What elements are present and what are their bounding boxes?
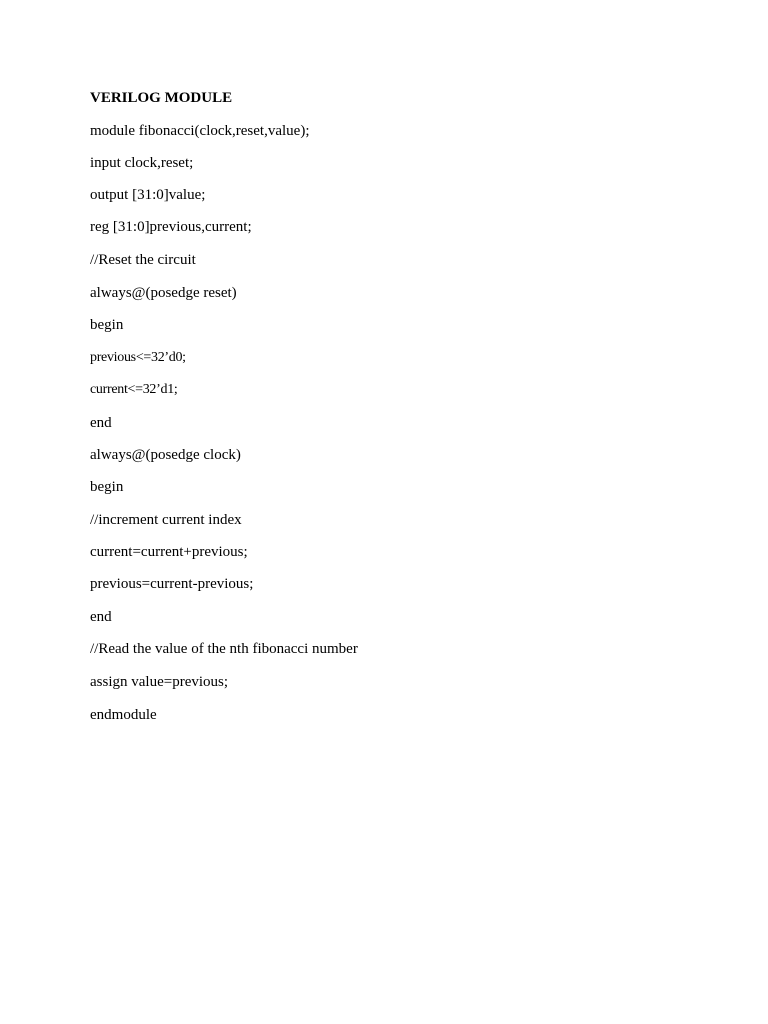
code-line-current-reset: current<=32’d1;	[90, 382, 178, 397]
code-line-endmodule: endmodule	[90, 707, 157, 723]
code-line-read-comment: //Read the value of the nth fibonacci number	[90, 641, 358, 657]
code-line-current-update: current=current+previous;	[90, 544, 248, 560]
code-line-always-clock: always@(posedge clock)	[90, 447, 241, 463]
code-line-previous-reset: previous<=32’d0;	[90, 350, 186, 365]
code-line-end: end	[90, 415, 112, 431]
code-line-input-declaration: input clock,reset;	[90, 155, 194, 171]
code-line-begin: begin	[90, 479, 124, 495]
code-line-module-declaration: module fibonacci(clock,reset,value);	[90, 123, 310, 139]
code-line-end: end	[90, 609, 112, 625]
code-line-reset-comment: //Reset the circuit	[90, 252, 196, 268]
code-line-assign-value: assign value=previous;	[90, 674, 229, 690]
code-line-begin: begin	[90, 317, 124, 333]
code-line-reg-declaration: reg [31:0]previous,current;	[90, 219, 252, 235]
code-line-always-reset: always@(posedge reset)	[90, 285, 237, 301]
code-line-output-declaration: output [31:0]value;	[90, 187, 206, 203]
document-title: VERILOG MODULE	[90, 90, 233, 106]
code-line-increment-comment: //increment current index	[90, 512, 242, 528]
code-line-previous-update: previous=current-previous;	[90, 576, 254, 592]
